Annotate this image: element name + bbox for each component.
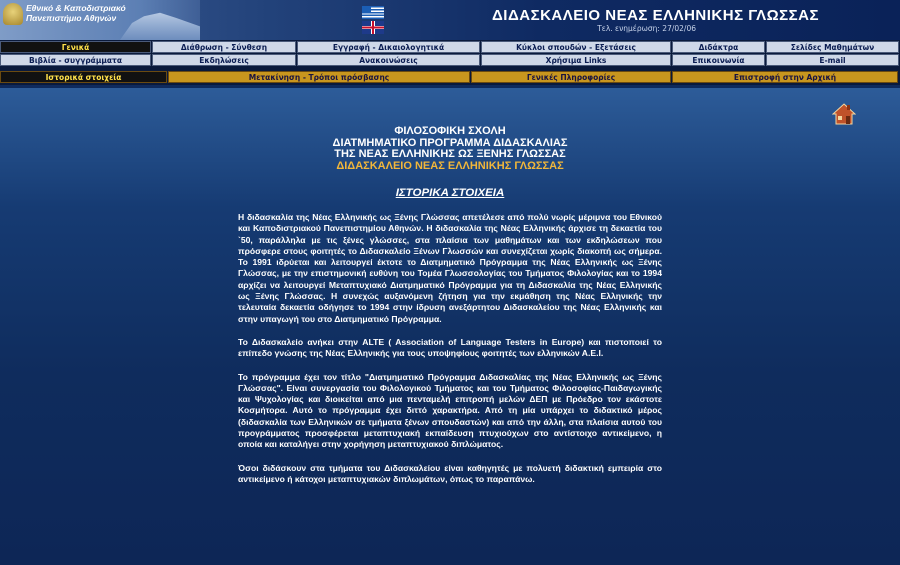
faculty-line-didaskaleio: ΔΙΔΑΣΚΑΛΕΙΟ ΝΕΑΣ ΕΛΛΗΝΙΚΗΣ ΓΛΩΣΣΑΣ — [336, 159, 564, 172]
nav-item-useful-links[interactable]: Χρήσιμα Links — [481, 54, 671, 66]
university-seal-icon — [3, 3, 23, 25]
nav-row-2 — [0, 54, 900, 66]
site-title: ΔΙΔΑΣΚΑΛΕΙΟ ΝΕΑΣ ΕΛΛΗΝΙΚΗΣ ΓΛΩΣΣΑΣ — [492, 7, 820, 24]
paragraph: Η διδασκαλία της Νέας Ελληνικής ως Ξένης Γλώσσας απετέλεσε από πολύ νωρίς μέριμνα του Εθνικού και Καποδιστριακού Πανεπιστημίου Αθηνών. Η διδασκαλία της Νέας Ελληνικής άρχισε τη δεκαετία του `50, παράλληλα με τις ξένες γλώσσες, στα πλαίσια των μαθημάτων και των εκδηλώσεων που πρόσφερε στους φοιτητές το Διδασκαλείο Ξένων Γλωσσών και συνεχίζεται χωρίς διακοπή ως σήμερα. Το 1991 ιδρύεται και λειτουργεί έκτοτε το Διατμηματικό Πρόγραμμα της Νέας Ελληνικής ως Ξένης Γλώσσας, με την επιστημονική ευθύνη του Τομέα Γλωσσολογίας του Τμήματος Φιλολογίας και το 1994 αρχίζει να λειτουργεί Μεταπτυχιακό Διατμηματικό Πρόγραμμα για τη Διδασκαλία της Νέας Ελληνικής ως Ξένης Γλώσσας. Η συνεχώς αυξανόμενη ζήτηση για την εκμάθηση της Νέας Ελληνικής την τελευταία δεκαετία οδήγησε το 1994 στην ίδρυση ανεξάρτητου Διδασκαλείου της Νέας Ελληνικής και στην υπαγωγή του στο Διατμηματικό Πρόγραμμα. — [238, 212, 662, 324]
university-name-line2: Πανεπιστήμιο Αθηνών — [26, 13, 117, 23]
nav-item-general[interactable]: Γενικά — [0, 41, 151, 53]
site-header — [0, 0, 900, 40]
nav-item-return-home[interactable]: Επιστροφή στην Αρχική — [672, 71, 898, 83]
university-name-line1: Εθνικό & Καποδιστριακό — [26, 3, 126, 13]
faculty-line-school: ΦΙΛΟΣΟΦΙΚΗ ΣΧΟΛΗ — [394, 125, 506, 137]
university-logo[interactable] — [0, 0, 200, 40]
nav-row-3 — [0, 71, 900, 83]
history-text — [238, 212, 662, 497]
nav-item-email[interactable]: E-mail — [766, 54, 899, 66]
acropolis-scene-icon — [120, 6, 200, 40]
paragraph: Όσοι διδάσκουν στα τμήματα του Διδασκαλείου είναι καθηγητές με πολυετή διδακτική εμπειρία στο αντικείμενο ή κάτοχοι μεταπτυχιακών διπλωμάτων, όπως το παραπάνω. — [238, 462, 662, 484]
nav-item-history[interactable]: Ιστορικά στοιχεία — [0, 71, 167, 83]
nav-row-1 — [0, 41, 900, 53]
nav-item-tuition[interactable]: Διδάκτρα — [672, 41, 765, 53]
nav-item-events[interactable]: Εκδηλώσεις — [152, 54, 296, 66]
nav-item-books[interactable]: Βιβλία - συγγράμματα — [0, 54, 151, 66]
page-title: ΙΣΤΟΡΙΚΑ ΣΤΟΙΧΕΙΑ — [395, 187, 505, 199]
nav-item-study-cycles[interactable]: Κύκλοι σπουδών - Εξετάσεις — [481, 41, 671, 53]
navigation-menu — [0, 40, 900, 85]
greek-flag-icon[interactable] — [362, 6, 384, 19]
nav-item-general-info[interactable]: Γενικές Πληροφορίες — [471, 71, 671, 83]
paragraph: Το πρόγραμμα έχει τον τίτλο "Διατμηματικό Πρόγραμμα Διδασκαλίας της Νέας Ελληνικής ως Ξένης Γλώσσας". Είναι συνεργασία του Φιλολογικού Τμήματος και του Τμήματος Φιλοσοφίας-Παιδαγωγικής και Ψυχολογίας και διοικείται από μια πενταμελή επιτροπή μελών ΔΕΠ με Πρόεδρο τον εκάστοτε Κοσμήτορα. Αυτό το πρόγραμμα έχει διττό χαρακτήρα. Από τη μία υπάρχει το διδακτικό μέρος (διδασκαλία των Ελληνικών σε τμήματα ξένων σπουδαστών) και από την άλλη, στα πλαίσια αυτού του προγράμματος προσφέρεται μεταπτυχιακή εκπαίδευση πτυχιούχων στο αντίστοιχο αντικείμενο, η οποία και καταλήγει στην χορήγηση μεταπτυχιακού διπλώματος. — [238, 371, 662, 450]
nav-item-transport[interactable]: Μετακίνηση - Τρόποι πρόσβασης — [168, 71, 470, 83]
paragraph: Το Διδασκαλείο ανήκει στην ALTE ( Association of Language Testers in Europe) και πιστοποιεί το επίπεδο γνώσης της Νέας Ελληνικής για τους υποψηφίους φοιτητές των ελληνικών Α.Ε.Ι. — [238, 336, 662, 359]
last-updated: Τελ. ενημέρωση: 27/02/06 — [597, 24, 696, 33]
faculty-heading — [0, 126, 900, 172]
home-icon[interactable] — [832, 102, 856, 126]
nav-item-announcements[interactable]: Ανακοινώσεις — [297, 54, 480, 66]
faculty-line-program: ΔΙΑΤΜΗΜΑΤΙΚΟ ΠΡΟΓΡΑΜΜΑ ΔΙΔΑΣΚΑΛΙΑΣ — [332, 136, 568, 149]
nav-item-course-pages[interactable]: Σελίδες Μαθημάτων — [766, 41, 899, 53]
faculty-line-language: ΤΗΣ ΝΕΑΣ ΕΛΛΗΝΙΚΗΣ ΩΣ ΞΕΝΗΣ ΓΛΩΣΣΑΣ — [334, 148, 566, 160]
university-name — [26, 3, 126, 23]
nav-item-structure[interactable]: Διάθρωση - Σύνθεση — [152, 41, 296, 53]
nav-item-contact[interactable]: Επικοινωνία — [672, 54, 765, 66]
nav-item-registration[interactable]: Εγγραφή - Δικαιολογητικά — [297, 41, 480, 53]
main-content — [0, 88, 900, 565]
